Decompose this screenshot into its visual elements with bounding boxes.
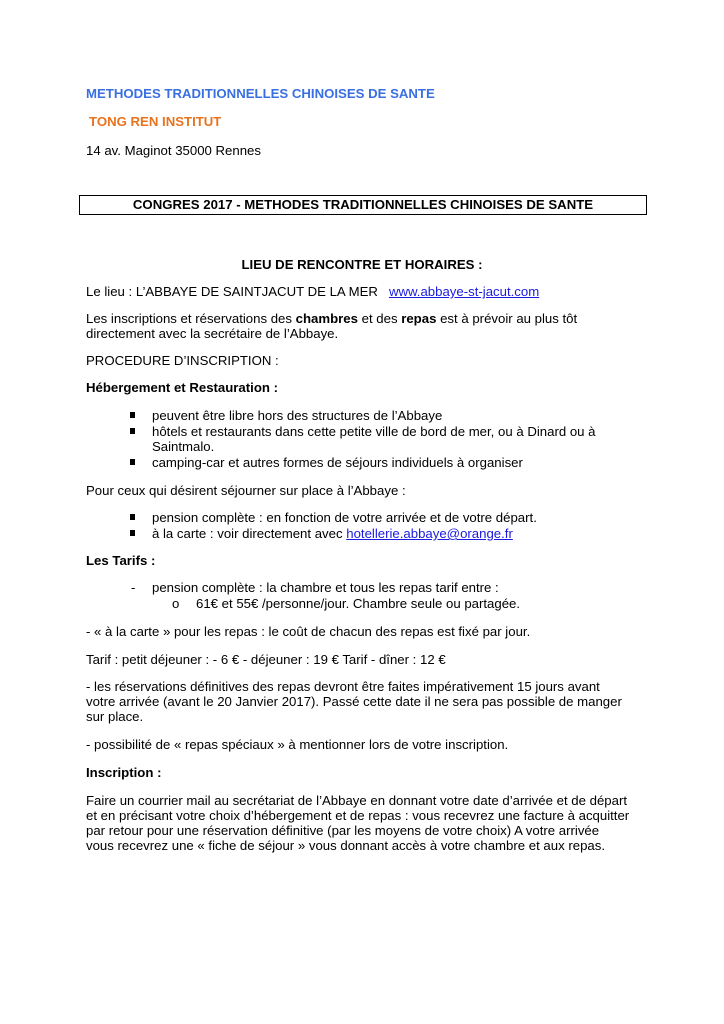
inscriptions-text-c: et des bbox=[357, 311, 402, 326]
list-item bbox=[152, 455, 632, 470]
list-item-text: pension complète : en fonction de votre arrivée et de votre départ. bbox=[152, 510, 537, 525]
list-item-continuation: Saintmalo. bbox=[152, 439, 215, 454]
venue-line bbox=[86, 284, 539, 299]
venue-label: Le lieu : L’ABBAYE DE SAINTJACUT DE LA MER bbox=[86, 284, 378, 299]
repas-speciaux: - possibilité de « repas spéciaux » à mentionner lors de votre inscription. bbox=[86, 737, 509, 752]
inscriptions-text-e: est à prévoir au plus tôt bbox=[436, 311, 578, 326]
circle-bullet-icon: o bbox=[172, 596, 180, 611]
institute-name: TONG REN INSTITUT bbox=[89, 114, 222, 129]
tarif-prices: Tarif : petit déjeuner : - 6 € - déjeuner : 19 € Tarif - dîner : 12 € bbox=[86, 652, 446, 667]
list-item bbox=[152, 408, 632, 423]
procedure-heading: PROCEDURE D’INSCRIPTION : bbox=[86, 353, 279, 368]
inscription-line-3: par retour pour une réservation définitive (par les moyens de votre choix) A votre arrivée bbox=[86, 823, 600, 838]
bullet-icon bbox=[130, 459, 135, 465]
list-item-text: à la carte : voir directement avec bbox=[152, 526, 347, 541]
tarif-carte: - « à la carte » pour les repas : le coût de chacun des repas est fixé par jour. bbox=[86, 624, 531, 639]
inscriptions-line-2: directement avec la secrétaire de l’Abbaye. bbox=[86, 326, 339, 341]
inscriptions-text-a: Les inscriptions et réservations des bbox=[86, 311, 296, 326]
sur-place-intro: Pour ceux qui désirent séjourner sur place à l’Abbaye : bbox=[86, 483, 406, 498]
dash-icon: - bbox=[131, 580, 136, 595]
bullet-icon bbox=[130, 530, 135, 536]
reservations-line-2: votre arrivée (avant le 20 Janvier 2017). Passé cette date il ne sera pas possible de manger bbox=[86, 694, 622, 709]
congress-box: CONGRES 2017 - METHODES TRADITIONNELLES CHINOISES DE SANTE bbox=[79, 195, 647, 215]
inscriptions-line-1 bbox=[86, 311, 577, 326]
bullet-icon bbox=[130, 514, 135, 520]
venue-website-link[interactable]: www.abbaye-st-jacut.com bbox=[388, 284, 540, 299]
reservations-line-3: sur place. bbox=[86, 709, 144, 724]
document-title: METHODES TRADITIONNELLES CHINOISES DE SANTE bbox=[86, 86, 435, 101]
inscription-line-1: Faire un courrier mail au secrétariat de l’Abbaye en donnant votre date d’arrivée et de départ bbox=[86, 793, 627, 808]
tarifs-title: Les Tarifs : bbox=[86, 553, 156, 568]
list-item bbox=[152, 424, 632, 439]
inscription-title: Inscription : bbox=[86, 765, 162, 780]
list-item-text: peuvent être libre hors des structures de l’Abbaye bbox=[152, 408, 443, 423]
inscription-line-2: et en précisant votre choix d’hébergement et de repas : vous recevrez une facture à acquitter bbox=[86, 808, 630, 823]
reservations-line-1: - les réservations définitives des repas devront être faites impérativement 15 jours avant bbox=[86, 679, 600, 694]
list-item-text: camping-car et autres formes de séjours individuels à organiser bbox=[152, 455, 523, 470]
list-item bbox=[152, 510, 632, 525]
bullet-icon bbox=[130, 412, 135, 418]
list-item-text: hôtels et restaurants dans cette petite ville de bord de mer, ou à Dinard ou à bbox=[152, 424, 596, 439]
inscriptions-repas: repas bbox=[401, 311, 437, 326]
institute-address: 14 av. Maginot 35000 Rennes bbox=[86, 143, 261, 158]
inscription-line-4: vous recevrez une « fiche de séjour » vous donnant accès à votre chambre et aux repas. bbox=[86, 838, 606, 853]
email-link[interactable]: hotellerie.abbaye@orange.fr bbox=[346, 526, 513, 541]
hebergement-title: Hébergement et Restauration : bbox=[86, 380, 278, 395]
bullet-icon bbox=[130, 428, 135, 434]
inscriptions-chambres: chambres bbox=[295, 311, 358, 326]
section-title: LIEU DE RENCONTRE ET HORAIRES : bbox=[241, 257, 483, 272]
list-item bbox=[152, 526, 632, 541]
tarif-range-text: 61€ et 55€ /personne/jour. Chambre seule ou partagée. bbox=[196, 596, 521, 611]
tarif-pension-text: pension complète : la chambre et tous les repas tarif entre : bbox=[152, 580, 499, 595]
